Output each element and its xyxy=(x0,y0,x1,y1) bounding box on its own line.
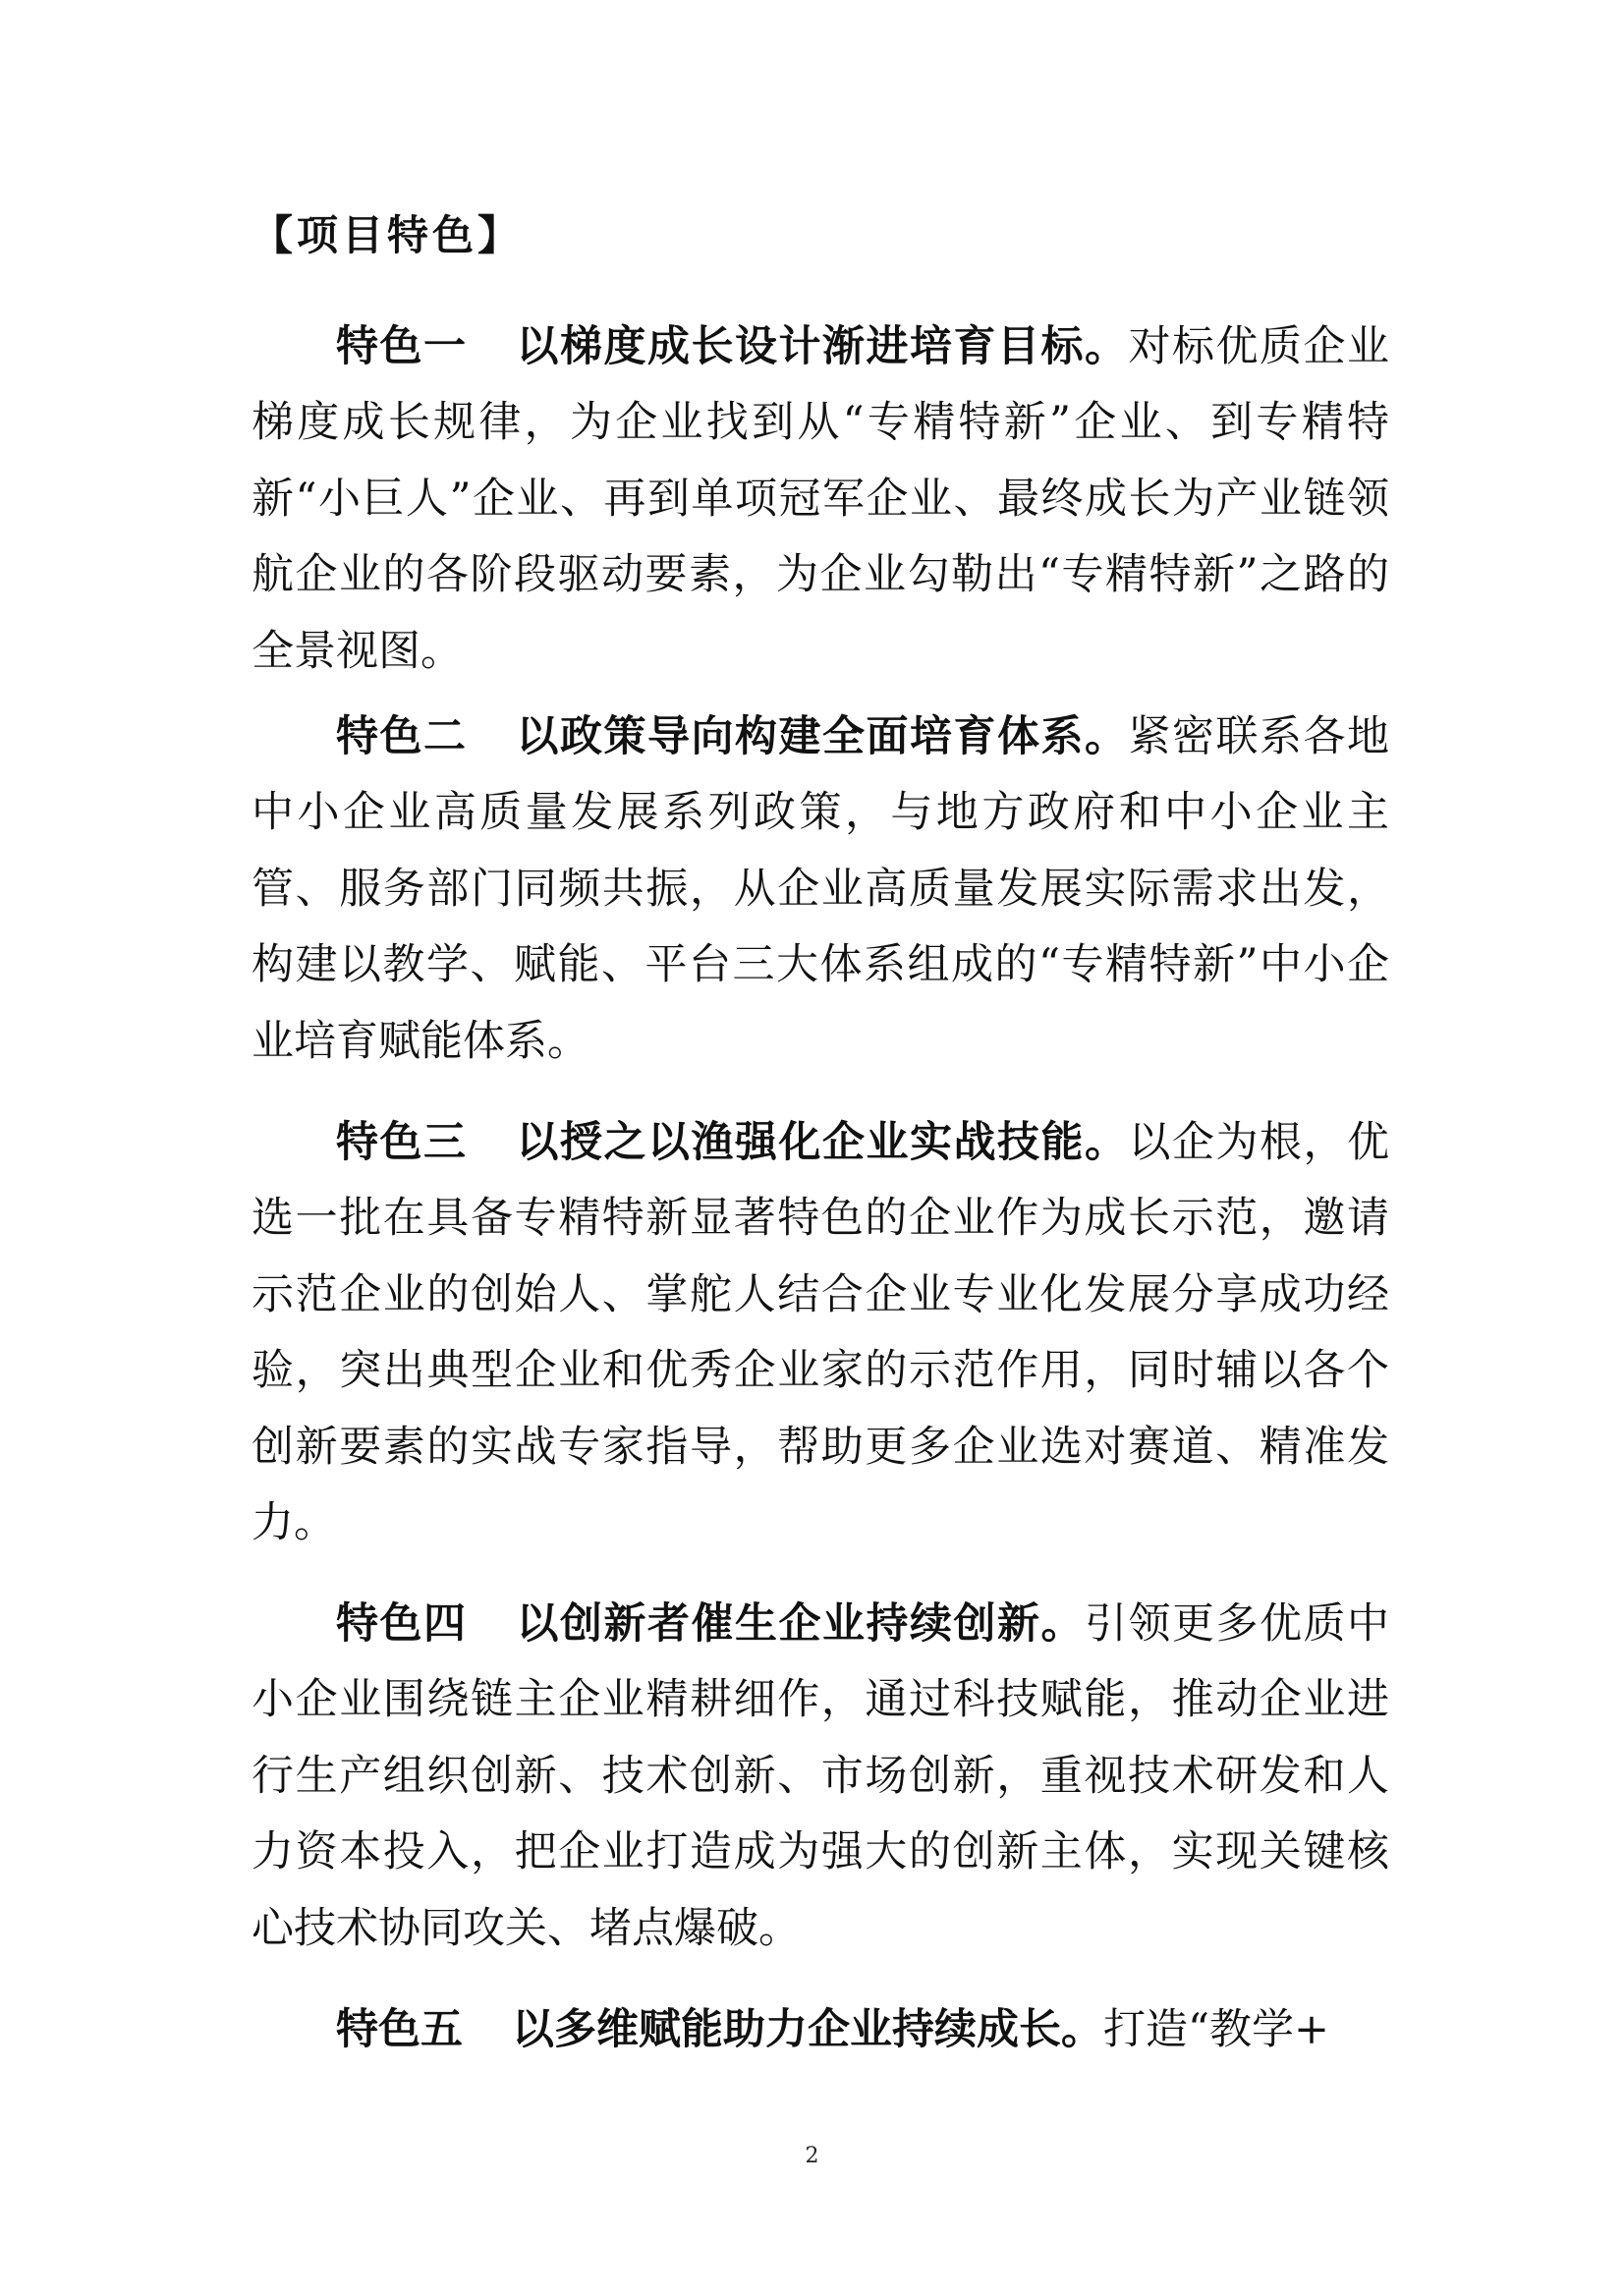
feature-title: 以多维赋能助力企业持续成长。 xyxy=(512,2005,1103,2054)
section-heading: 【项目特色】 xyxy=(252,211,524,259)
feature-label: 特色三 xyxy=(336,1118,468,1167)
feature-label: 特色四 xyxy=(336,1599,468,1649)
feature-paragraph-3 xyxy=(252,1105,1389,1561)
feature-title: 以政策导向构建全面培育体系。 xyxy=(516,712,1129,761)
feature-paragraph-4 xyxy=(252,1587,1389,1967)
feature-body: 对标优质企业梯度成长规律，为企业找到从“专精特新”企业、到专精特新“小巨人”企业、再到单项冠军企业、最终成长为产业链领航企业的各阶段驱动要素，为企业勾勒出“专精特新”之路的全景视图。 xyxy=(252,322,1389,676)
feature-paragraph-1 xyxy=(252,309,1389,690)
feature-body: 打造“教学+ xyxy=(1103,2005,1330,2054)
feature-body: 引领更多优质中小企业围绕链主企业精耕细作，通过科技赋能，推动企业进行生产组织创新、技术创新、市场创新，重视技术研发和人力资本投入，把企业打造成为强大的创新主体，实现关键核心技术协同攻关、堵点爆破。 xyxy=(252,1599,1389,1953)
page-number: 2 xyxy=(805,2144,819,2168)
feature-title: 以梯度成长设计渐进培育目标。 xyxy=(516,322,1129,371)
feature-body: 以企为根，优选一批在具备专精特新显著特色的企业作为成长示范，邀请示范企业的创始人、掌舵人结合企业专业化发展分享成功经验，突出典型企业和优秀企业家的示范作用，同时辅以各个创新要素的实战专家指导，帮助更多企业选对赛道、精准发力。 xyxy=(252,1118,1389,1548)
feature-label: 特色二 xyxy=(336,712,468,761)
feature-title: 以创新者催生企业持续创新。 xyxy=(516,1599,1085,1649)
feature-paragraph-5 xyxy=(252,1992,1389,2068)
feature-paragraph-2 xyxy=(252,700,1389,1080)
feature-label: 特色一 xyxy=(336,322,468,371)
feature-title: 以授之以渔强化企业实战技能。 xyxy=(516,1118,1129,1167)
feature-body: 紧密联系各地中小企业高质量发展系列政策，与地方政府和中小企业主管、服务部门同频共振，从企业高质量发展实际需求出发，构建以教学、赋能、平台三大体系组成的“专精特新”中小企业培育赋能体系。 xyxy=(252,712,1389,1066)
feature-label: 特色五 xyxy=(336,2005,463,2054)
